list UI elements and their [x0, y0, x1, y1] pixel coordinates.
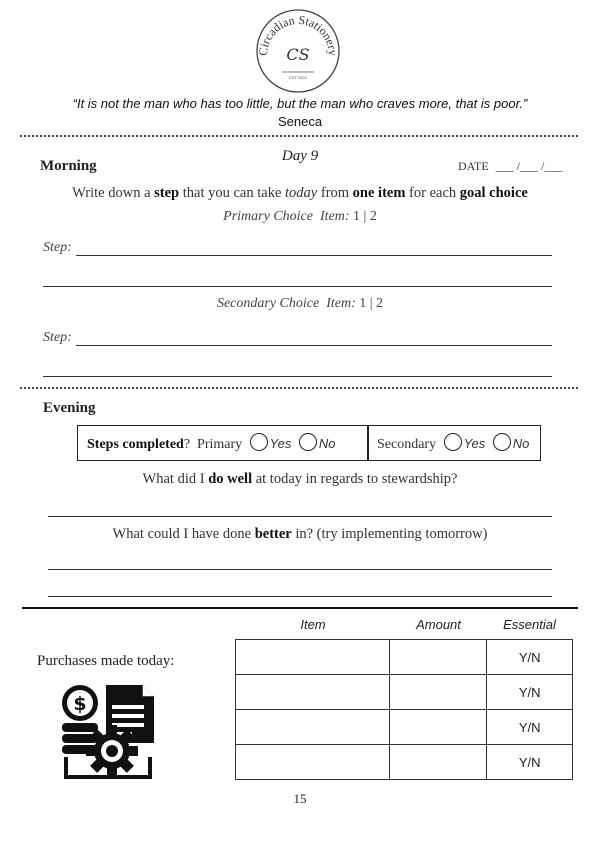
morning-heading: Morning [40, 158, 97, 174]
evening-heading: Evening [43, 400, 96, 416]
logo-seal [254, 8, 342, 94]
essential-cell[interactable]: Y/N [487, 640, 573, 675]
table-row [236, 640, 573, 675]
table-row [236, 710, 573, 745]
page-number: 15 [293, 791, 307, 806]
primary-step-line-2[interactable] [43, 286, 552, 287]
section-divider [22, 607, 578, 609]
item-cell[interactable] [236, 710, 390, 745]
steps-completed-primary: Steps completed? Primary Yes No [87, 433, 335, 453]
purchases-header-amount: Amount [416, 617, 461, 632]
secondary-yes-radio[interactable] [444, 433, 462, 451]
primary-yes-radio[interactable] [250, 433, 268, 451]
date-slots: ___ /___ /___ [495, 159, 563, 173]
amount-cell[interactable] [390, 710, 487, 745]
do-better-answer-line-2[interactable] [48, 596, 552, 597]
steps-box-divider [367, 425, 369, 461]
item-cell[interactable] [236, 640, 390, 675]
day-label: Day 9 [281, 148, 319, 164]
svg-text:CS: CS [286, 45, 310, 64]
secondary-step-label: Step: [43, 330, 72, 345]
do-better-answer-line[interactable] [48, 569, 552, 570]
amount-cell[interactable] [390, 745, 487, 780]
divider [20, 387, 578, 389]
do-better-question: What could I have done better in? (try implementing tomorrow) [112, 526, 488, 542]
brand-logo [254, 8, 342, 94]
date-label: DATE [458, 159, 489, 173]
essential-cell[interactable]: Y/N [487, 675, 573, 710]
purchases-header-essential: Essential [503, 617, 556, 632]
table-row [236, 745, 573, 780]
purchases-table [235, 639, 573, 780]
morning-instruction: Write down a step that you can take today from one item for each goal choice [72, 185, 528, 201]
primary-step-line[interactable] [76, 255, 552, 256]
quote-text: “It is not the man who has too little, but the man who craves more, that is poor.” [72, 96, 528, 111]
finance-document-gear-icon [60, 683, 156, 779]
divider [20, 135, 578, 137]
secondary-step-line[interactable] [76, 345, 552, 346]
primary-choice-line: Primary Choice Item: 1 | 2 [223, 209, 377, 224]
amount-cell[interactable] [390, 640, 487, 675]
do-well-question: What did I do well at today in regards to stewardship? [142, 471, 458, 487]
amount-cell[interactable] [390, 675, 487, 710]
essential-cell[interactable]: Y/N [487, 710, 573, 745]
svg-text:Circadian Stationery: Circadian Stationery [255, 12, 341, 57]
essential-cell[interactable]: Y/N [487, 745, 573, 780]
secondary-step-line-2[interactable] [43, 376, 552, 377]
primary-no-radio[interactable] [299, 433, 317, 451]
secondary-choice-line: Secondary Choice Item: 1 | 2 [216, 296, 384, 311]
secondary-item-options[interactable]: 1 | 2 [359, 296, 384, 311]
secondary-no-radio[interactable] [493, 433, 511, 451]
primary-item-options[interactable]: 1 | 2 [353, 209, 377, 224]
primary-step-label: Step: [43, 240, 72, 255]
do-well-answer-line[interactable] [48, 516, 552, 517]
date-field[interactable] [458, 159, 562, 174]
purchases-header-item: Item [300, 617, 326, 632]
quote-author: Seneca [277, 114, 323, 129]
steps-completed-secondary: Secondary Yes No [377, 433, 529, 453]
table-row [236, 675, 573, 710]
item-cell[interactable] [236, 745, 390, 780]
item-cell[interactable] [236, 675, 390, 710]
purchases-label: Purchases made today: [37, 653, 175, 669]
svg-text:$: $ [73, 693, 87, 715]
svg-text:EST 2020: EST 2020 [289, 75, 307, 80]
